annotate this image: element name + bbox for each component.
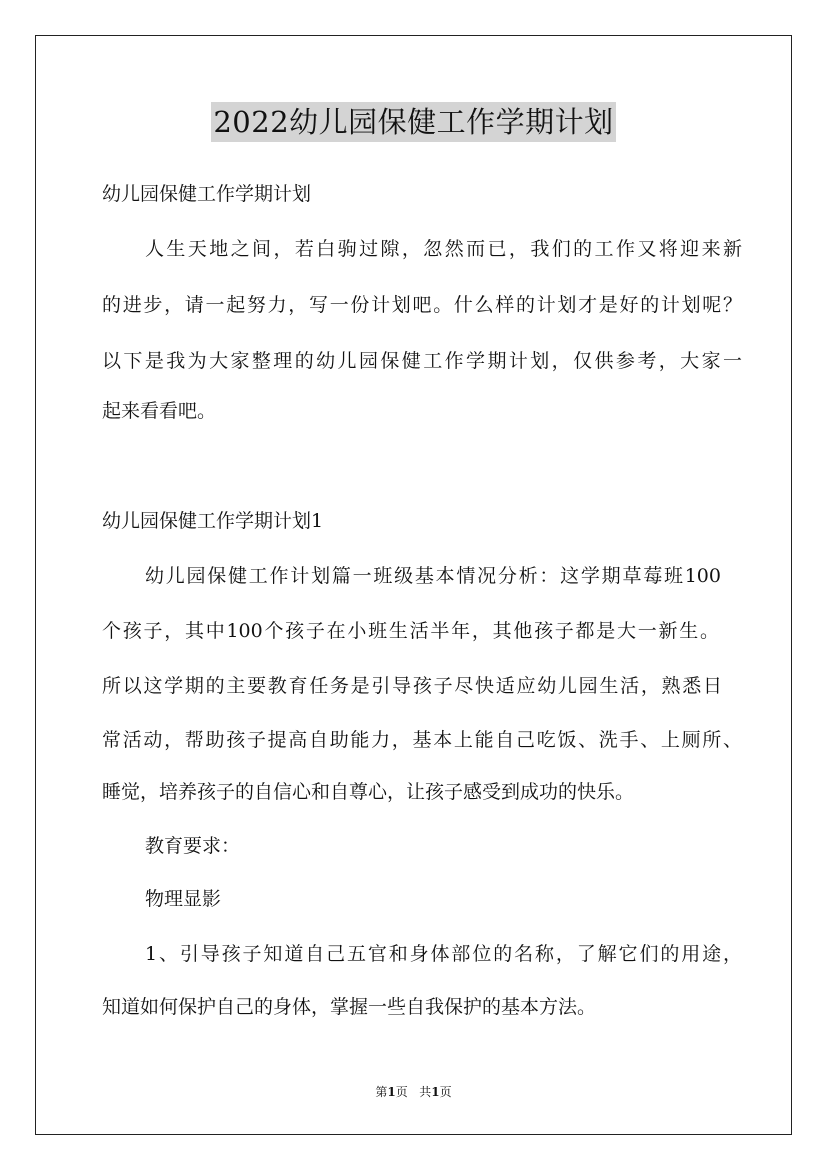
- education-requirements-label: 教育要求：: [145, 835, 241, 857]
- intro-line-3: 以下是我为大家整理的幼儿园保健工作学期计划，仅供参考，大家一: [102, 350, 742, 372]
- physical-heading: 物理显影: [145, 888, 222, 910]
- document-title-text: 2022幼儿园保健工作学期计划: [211, 102, 615, 142]
- intro-line-1: 人生天地之间，若白驹过隙，忽然而已，我们的工作又将迎来新: [145, 238, 742, 260]
- section1-line-4: 常活动，帮助孩子提高自助能力，基本上能自己吃饭、洗手、上厕所、: [102, 729, 742, 751]
- section1-line-3: 所以这学期的主要教育任务是引导孩子尽快适应幼儿园生活，熟悉日: [102, 675, 722, 697]
- section1-heading: 幼儿园保健工作学期计划1: [102, 510, 324, 532]
- footer-page-suffix: 页: [395, 1085, 408, 1099]
- item1-line-1: 1、引导孩子知道自己五官和身体部位的名称，了解它们的用途，: [145, 943, 742, 965]
- subtitle: 幼儿园保健工作学期计划: [102, 183, 312, 205]
- section1-line-1: 幼儿园保健工作计划篇一班级基本情况分析：这学期草莓班100: [145, 565, 721, 587]
- footer-total-number: 1: [431, 1085, 440, 1099]
- item1-line-2: 知道如何保护自己的身体，掌握一些自我保护的基本方法。: [102, 996, 597, 1018]
- footer-page-prefix: 第: [375, 1085, 388, 1099]
- footer-page-number: 1: [387, 1085, 396, 1099]
- section1-line-2: 个孩子，其中100个孩子在小班生活半年，其他孩子都是大一新生。: [102, 620, 719, 642]
- page-footer: [0, 1084, 827, 1100]
- section1-line-5: 睡觉，培养孩子的自信心和自尊心，让孩子感受到成功的快乐。: [102, 781, 635, 803]
- intro-line-4: 起来看看吧。: [102, 400, 217, 422]
- footer-total-suffix: 页: [439, 1085, 452, 1099]
- intro-line-2: 的进步，请一起努力，写一份计划吧。什么样的计划才是好的计划呢？: [102, 294, 742, 316]
- footer-total-prefix: 共: [419, 1085, 432, 1099]
- document-title: [0, 102, 827, 142]
